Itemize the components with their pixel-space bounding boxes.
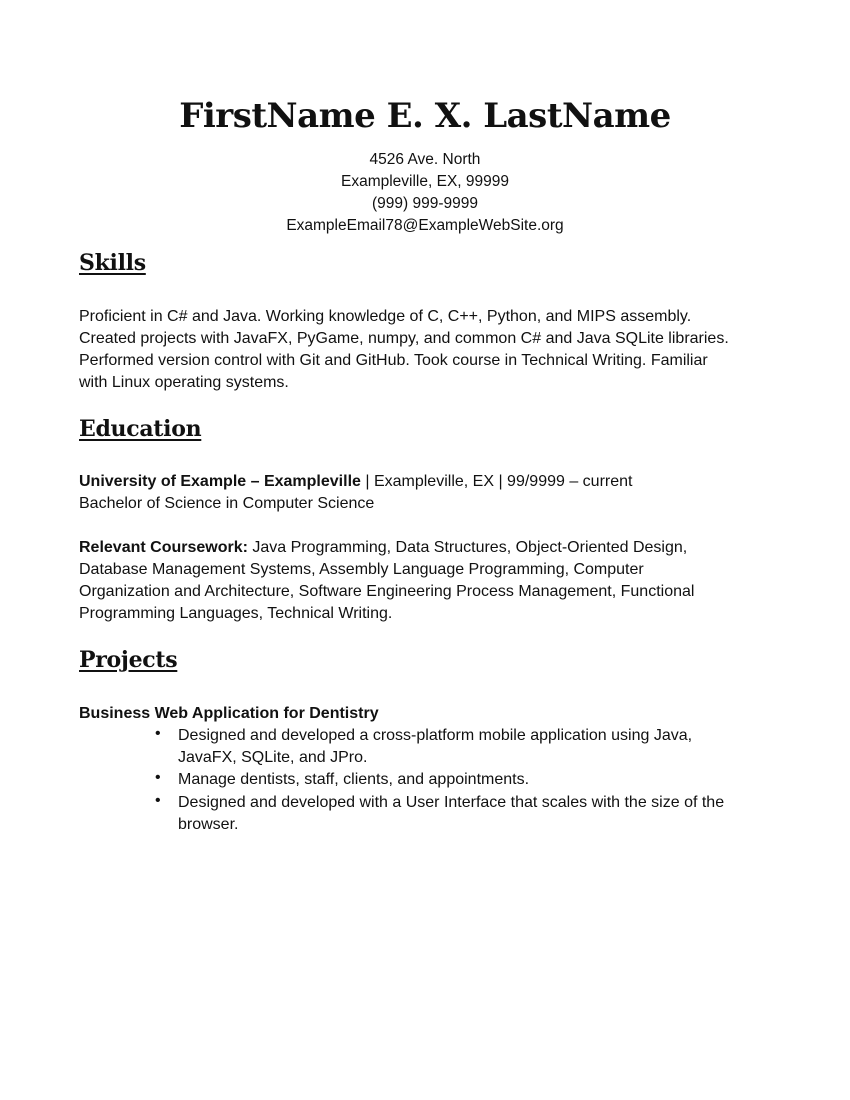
skills-line: Performed version control with Git and GitHub. Took course in Technical Writing. Familiar [79, 352, 708, 369]
project-bullet [178, 769, 529, 791]
contact-info [0, 149, 850, 237]
skills-line: Created projects with JavaFX, PyGame, numpy, and common C# and Java SQLite libraries. [79, 330, 729, 347]
bullet-line: JavaFX, SQLite, and JPro. [178, 749, 368, 766]
coursework-line: Programming Languages, Technical Writing. [79, 605, 393, 622]
degree: Bachelor of Science in Computer Science [79, 495, 375, 512]
projects-heading: Projects [79, 647, 178, 673]
skills-paragraph [79, 306, 729, 394]
skills-line: Proficient in C# and Java. Working knowledge of C, C++, Python, and MIPS assembly. [79, 308, 692, 325]
school-details: | Exampleville, EX | 99/9999 – current [360, 473, 633, 490]
phone: (999) 999-9999 [372, 195, 478, 212]
skills-line: with Linux operating systems. [79, 374, 289, 391]
school-name: University of Example – Exampleville [79, 473, 361, 490]
bullet-icon: • [155, 769, 161, 786]
skills-heading: Skills [79, 250, 146, 276]
bullet-icon: • [155, 725, 161, 742]
email: ExampleEmail78@ExampleWebSite.org [286, 217, 564, 234]
project-bullet [178, 792, 724, 836]
coursework-line: Database Management Systems, Assembly Language Programming, Computer [79, 561, 644, 578]
coursework [79, 537, 694, 625]
coursework-line: Organization and Architecture, Software Engineering Process Management, Functional [79, 583, 695, 600]
bullet-line: browser. [178, 816, 239, 833]
bullet-icon: • [155, 792, 161, 809]
city-line: Exampleville, EX, 99999 [340, 173, 509, 190]
project-bullet [178, 725, 692, 769]
bullet-line: Designed and developed with a User Interface that scales with the size of the [178, 794, 725, 811]
project-title [79, 703, 379, 725]
education-entry [79, 471, 632, 515]
coursework-label: Relevant Coursework: [79, 539, 248, 556]
resume-name: FirstName E. X. LastName [179, 96, 671, 136]
project-title-text: Business Web Application for Dentistry [79, 705, 379, 722]
education-heading: Education [79, 416, 202, 442]
address-line: 4526 Ave. North [369, 151, 481, 168]
bullet-line: Designed and developed a cross-platform mobile application using Java, [178, 727, 693, 744]
coursework-line: Java Programming, Data Structures, Object-Oriented Design, [247, 539, 688, 556]
bullet-line: Manage dentists, staff, clients, and appointments. [178, 771, 530, 788]
